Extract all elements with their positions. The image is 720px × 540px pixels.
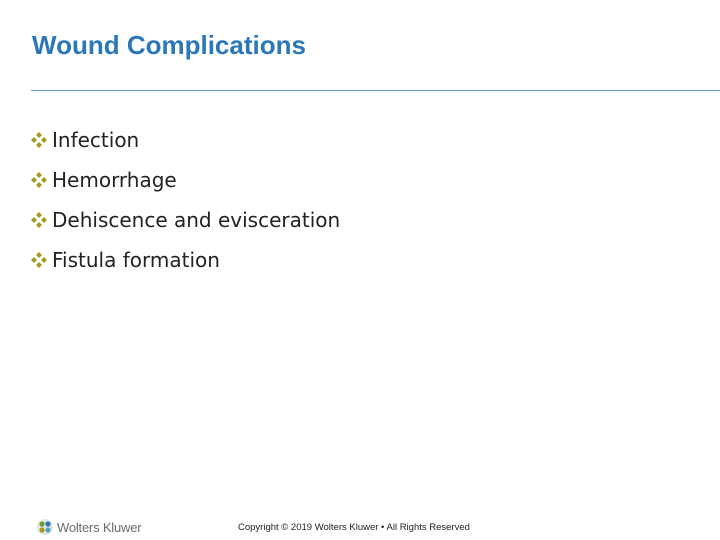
logo-text: Wolters Kluwer <box>57 519 142 535</box>
bullet-list <box>30 120 340 280</box>
wolters-kluwer-logo <box>36 518 141 536</box>
diamond-quad-icon <box>30 131 48 149</box>
diamond-quad-icon <box>30 171 48 189</box>
bullet-item <box>30 240 340 280</box>
bullet-text: Hemorrhage <box>52 168 177 192</box>
bullet-text: Dehiscence and evisceration <box>52 208 341 232</box>
bullet-text: Infection <box>52 128 140 152</box>
slide-title: Wound Complications <box>32 30 306 60</box>
copyright-text: Copyright © 2019 Wolters Kluwer • All Rights Reserved <box>238 522 470 533</box>
bullet-item <box>30 200 340 240</box>
bullet-item <box>30 160 340 200</box>
bullet-item <box>30 120 340 160</box>
diamond-quad-icon <box>30 211 48 229</box>
wolters-kluwer-logo-icon <box>36 518 54 536</box>
diamond-quad-icon <box>30 251 48 269</box>
bullet-text: Fistula formation <box>52 248 220 272</box>
title-divider <box>31 90 720 91</box>
